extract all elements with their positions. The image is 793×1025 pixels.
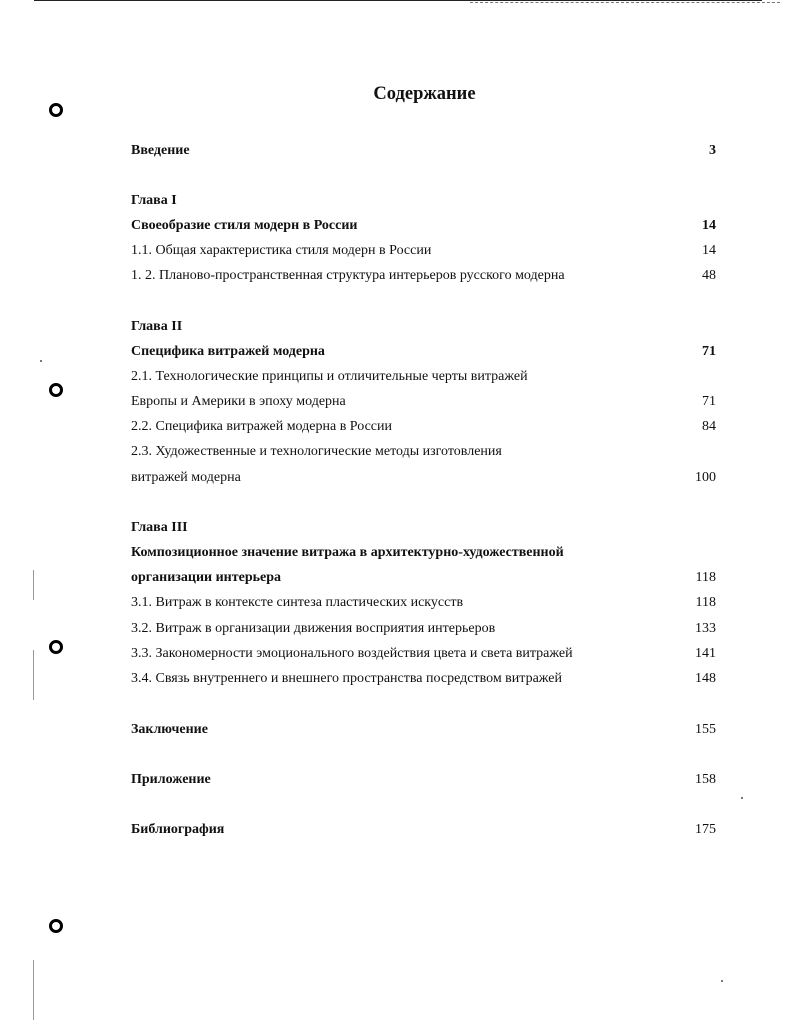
margin-scan-mark — [33, 650, 34, 700]
toc-entry-title: 2.3. Художественные и технологические методы изготовления — [131, 444, 502, 459]
scan-speck — [721, 980, 723, 982]
toc-entry-page: 3 — [709, 143, 716, 158]
toc-entry — [131, 820, 716, 840]
toc-entry — [131, 266, 716, 286]
toc-entry-title: 2.2. Специфика витражей модерна в России — [131, 419, 393, 434]
toc-entry-title: Библиография — [131, 822, 225, 837]
toc-entry-title: Приложение — [131, 772, 211, 787]
punch-hole-icon — [49, 103, 63, 117]
toc-entry-title: 2.1. Технологические принципы и отличительные черты витражей — [131, 369, 528, 384]
toc-entry-page: 71 — [702, 394, 716, 409]
toc-entry-page: 118 — [695, 595, 716, 610]
toc-entry — [131, 568, 716, 588]
toc-entry-title: Глава III — [131, 520, 188, 535]
scan-speck — [40, 360, 42, 362]
toc-entry-page: 84 — [702, 419, 716, 434]
scan-speck — [741, 797, 743, 799]
toc-entry — [131, 216, 716, 236]
toc-entry-title: Специфика витражей модерна — [131, 344, 325, 359]
toc-entry — [131, 720, 716, 740]
toc-chapter-heading — [131, 518, 716, 538]
top-scan-edge-dashed — [470, 2, 780, 3]
toc-entry-title: 1. 2. Планово-пространственная структура интерьеров русского модерна — [131, 268, 565, 283]
toc-entry-page: 158 — [695, 772, 716, 787]
toc-entry-page: 175 — [695, 822, 716, 837]
toc-entry — [131, 392, 716, 412]
toc-entry — [131, 342, 716, 362]
toc-entry-title: Глава I — [131, 193, 177, 208]
toc-entry — [131, 619, 716, 639]
toc-entry-page: 148 — [695, 671, 716, 686]
toc-entry-page: 100 — [695, 470, 716, 485]
toc-entry-page: 155 — [695, 722, 716, 737]
page-title: Содержание — [373, 84, 476, 104]
toc-entry — [131, 367, 716, 387]
toc-entry — [131, 141, 716, 161]
toc-entry-page: 133 — [695, 621, 716, 636]
toc-entry — [131, 644, 716, 664]
margin-scan-mark — [33, 570, 34, 600]
toc-entry — [131, 468, 716, 488]
toc-entry-title: Своеобразие стиля модерн в России — [131, 218, 358, 233]
toc-entry — [131, 669, 716, 689]
toc-entry-title: Введение — [131, 143, 190, 158]
toc-entry-title: Европы и Америки в эпоху модерна — [131, 394, 346, 409]
toc-entry — [131, 442, 716, 462]
toc-entry-title: Композиционное значение витража в архитектурно-художественной — [131, 545, 564, 560]
toc-entry-page: 118 — [695, 570, 716, 585]
toc-entry-title: витражей модерна — [131, 470, 241, 485]
punch-hole-icon — [49, 640, 63, 654]
toc-entry — [131, 543, 716, 563]
toc-chapter-heading — [131, 317, 716, 337]
toc-entry-title: Заключение — [131, 722, 208, 737]
toc-entry-page: 14 — [702, 243, 716, 258]
toc-entry-title: Глава II — [131, 319, 183, 334]
top-scan-edge — [34, 0, 762, 1]
toc-entry-title: 3.1. Витраж в контексте синтеза пластических искусств — [131, 595, 464, 610]
margin-scan-mark — [33, 960, 34, 1020]
toc-entry-page: 141 — [695, 646, 716, 661]
toc-entry-title: 3.2. Витраж в организации движения восприятия интерьеров — [131, 621, 496, 636]
toc-entry-title: 1.1. Общая характеристика стиля модерн в России — [131, 243, 432, 258]
toc-entry-title: организации интерьера — [131, 570, 282, 585]
toc-entry-page: 48 — [702, 268, 716, 283]
toc-entry — [131, 417, 716, 437]
toc-chapter-heading — [131, 191, 716, 211]
toc-entry-title: 3.4. Связь внутреннего и внешнего пространства посредством витражей — [131, 671, 562, 686]
toc-entry — [131, 241, 716, 261]
punch-hole-icon — [49, 383, 63, 397]
toc-entry-title: 3.3. Закономерности эмоционального воздействия цвета и света витражей — [131, 646, 573, 661]
toc-entry-page: 14 — [702, 218, 716, 233]
punch-hole-icon — [49, 919, 63, 933]
toc-entry — [131, 593, 716, 613]
toc-entry-page: 71 — [702, 344, 716, 359]
toc-entry — [131, 770, 716, 790]
